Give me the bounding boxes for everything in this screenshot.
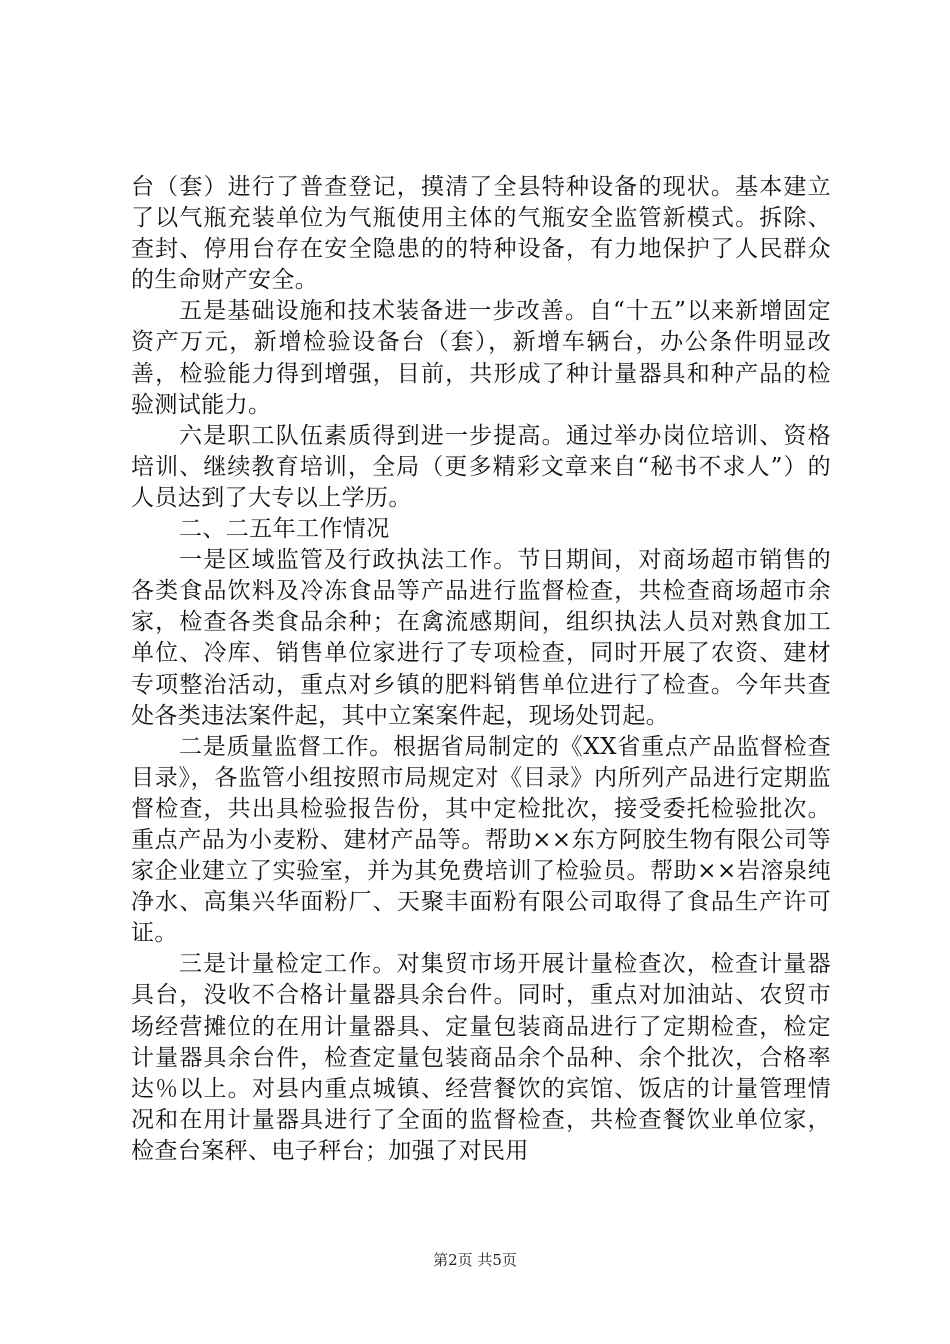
paragraph-6: 三是计量检定工作。对集贸市场开展计量检查次，检查计量器具台，没收不合格计量器具余台件。同时，重点对加油站、农贸市场经营摊位的在用计量器具、定量包装商品进行了定期检查，检定计量器具余台件，检查定量包装商品余个品种、余个批次，合格率达％以上。对县内重点城镇、经营餐饮的宾馆、饭店的计量管理情况和在用计量器具进行了全面的监督检查，共检查餐饮业单位家，检查台案秤、电子秤台；加强了对民用 — [131, 951, 831, 1164]
document-body — [131, 172, 831, 1167]
section-heading: 二、二五年工作情况 — [179, 516, 390, 543]
paragraph-4: 一是区域监管及行政执法工作。节日期间，对商场超市销售的各类食品饮料及冷冻食品等产品进行监督检查，共检查商场超市余家，检查各类食品余种；在禽流感期间，组织执法人员对熟食加工单位、冷库、销售单位家进行了专项检查，同时开展了农资、建材专项整治活动，重点对乡镇的肥料销售单位进行了检查。今年共查处各类违法案件起，其中立案案件起，现场处罚起。 — [131, 547, 831, 729]
paragraph-5: 二是质量监督工作。根据省局制定的《XX省重点产品监督检查目录》，各监管小组按照市局规定对《目录》内所列产品进行定期监督检查，共出具检验报告份，其中定检批次，接受委托检验批次。重点产品为小麦粉、建材产品等。帮助××东方阿胶生物有限公司等家企业建立了实验室，并为其免费培训了检验员。帮助××岩溶泉纯净水、高集兴华面粉厂、天聚丰面粉有限公司取得了食品生产许可证。 — [131, 733, 831, 947]
paragraph-1: 台（套）进行了普查登记，摸清了全县特种设备的现状。基本建立了以气瓶充装单位为气瓶使用主体的气瓶安全监管新模式。拆除、查封、停用台存在安全隐患的的特种设备，有力地保护了人民群众的生命财产安全。 — [131, 174, 831, 294]
page-number: 第2页 共5页 — [433, 1251, 517, 1269]
paragraph-2: 五是基础设施和技术装备进一步改善。自“十五”以来新增固定资产万元，新增检验设备台（套），新增车辆台，办公条件明显改善，检验能力得到增强，目前，共形成了种计量器具和种产品的检验测试能力。 — [131, 298, 831, 418]
page-footer — [0, 1250, 950, 1270]
paragraph-3: 六是职工队伍素质得到进一步提高。通过举办岗位培训、资格培训、继续教育培训，全局（更多精彩文章来自“秘书不求人”）的人员达到了大专以上学历。 — [131, 422, 831, 511]
